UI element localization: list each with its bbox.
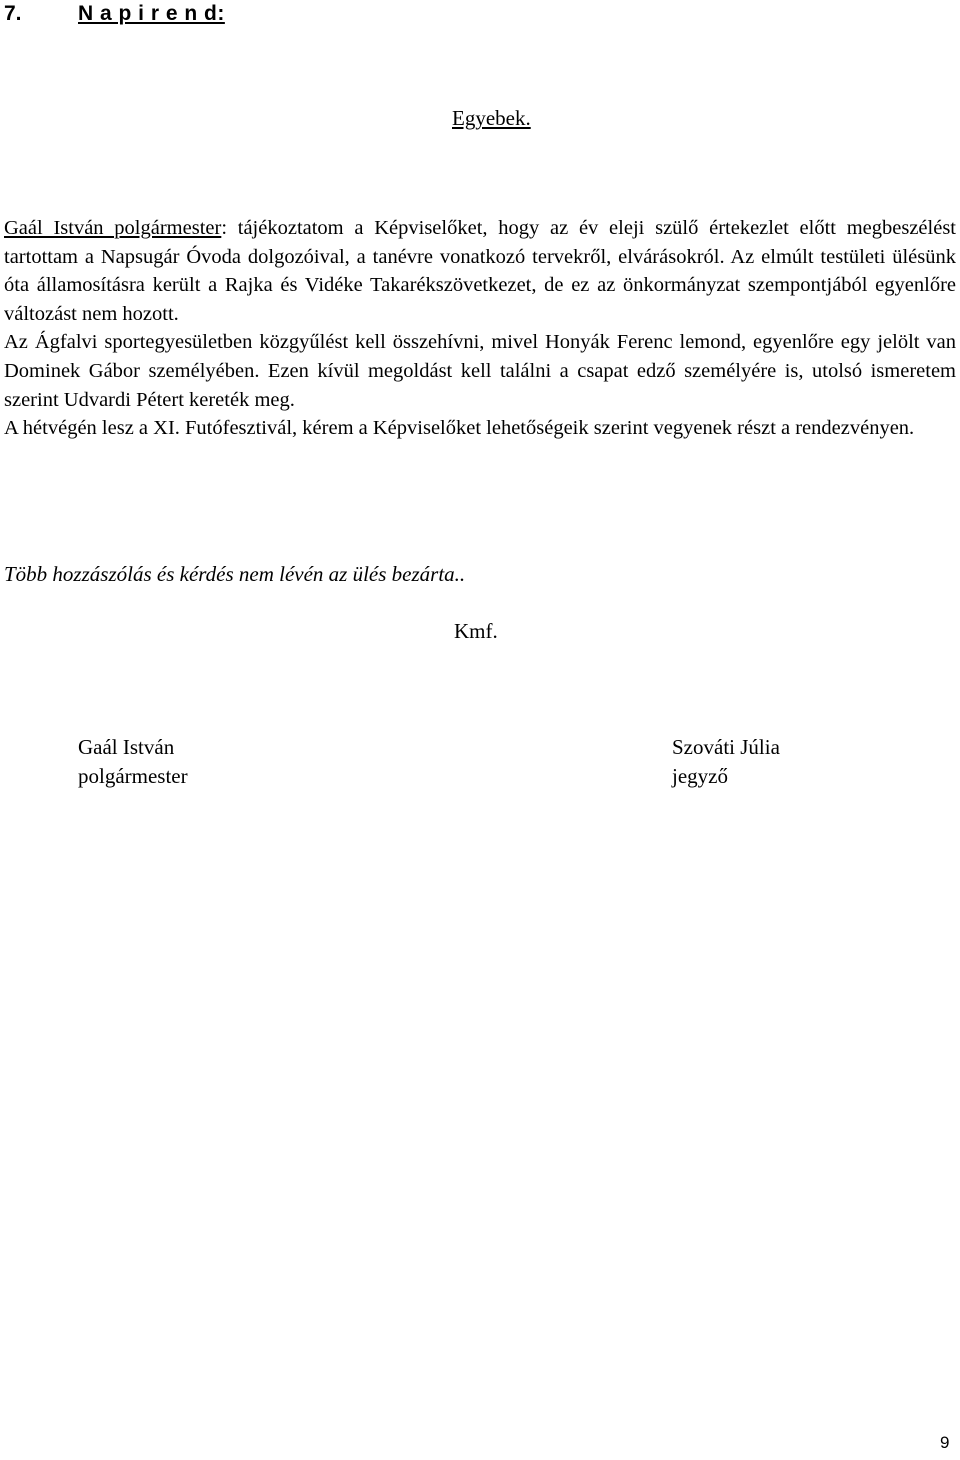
signature-block-mayor bbox=[78, 733, 188, 791]
agenda-title: N a p i r e n d: bbox=[78, 2, 225, 25]
paragraph-2: Az Ágfalvi sportegyesületben közgyűlést kell összehívni, mivel Honyák Ferenc lemond, egyenlőre egy jelölt van Dominek Gábor személyében. Ezen kívül megoldást kell találni a csapat edző személyére is, utolsó ismeretem szerint Udvardi Pétert kereték meg. bbox=[4, 331, 956, 411]
page-number: 9 bbox=[940, 1433, 950, 1452]
paragraph-1 bbox=[4, 214, 956, 328]
agenda-number: 7. bbox=[4, 2, 22, 25]
closing-statement: Több hozzászólás és kérdés nem lévén az ülés bezárta.. bbox=[4, 562, 466, 586]
signature-role: polgármester bbox=[78, 764, 188, 788]
kmf-label: Kmf. bbox=[454, 619, 498, 643]
paragraph-3: A hétvégén lesz a XI. Futófesztivál, kérem a Képviselőket lehetőségeik szerint vegyenek részt a rendezvényen. bbox=[4, 417, 915, 440]
signature-name: Szováti Júlia bbox=[672, 735, 780, 759]
speaker-name: Gaál István polgármester bbox=[4, 217, 222, 239]
signature-block-notary bbox=[672, 733, 780, 791]
signature-name: Gaál István bbox=[78, 735, 175, 759]
signature-role: jegyző bbox=[672, 764, 728, 788]
agenda-item-title: Egyebek. bbox=[452, 106, 531, 130]
agenda-heading bbox=[4, 0, 225, 28]
paragraph-1-text: : tájékoztatom a Képviselőket, hogy az év eleji szülő értekezlet előtt megbeszélést tartottam a Napsugár Óvoda dolgozóival, a tanévre vonatkozó tervekről, elvárásokról. Az elmúlt testületi ülésünk óta államosításra került a Rajka és Vidéke Takarékszövetkezet, de ez az önkormányzat szempontjából egyenlőre változást nem hozott. bbox=[4, 217, 956, 325]
minutes-body bbox=[4, 214, 956, 443]
